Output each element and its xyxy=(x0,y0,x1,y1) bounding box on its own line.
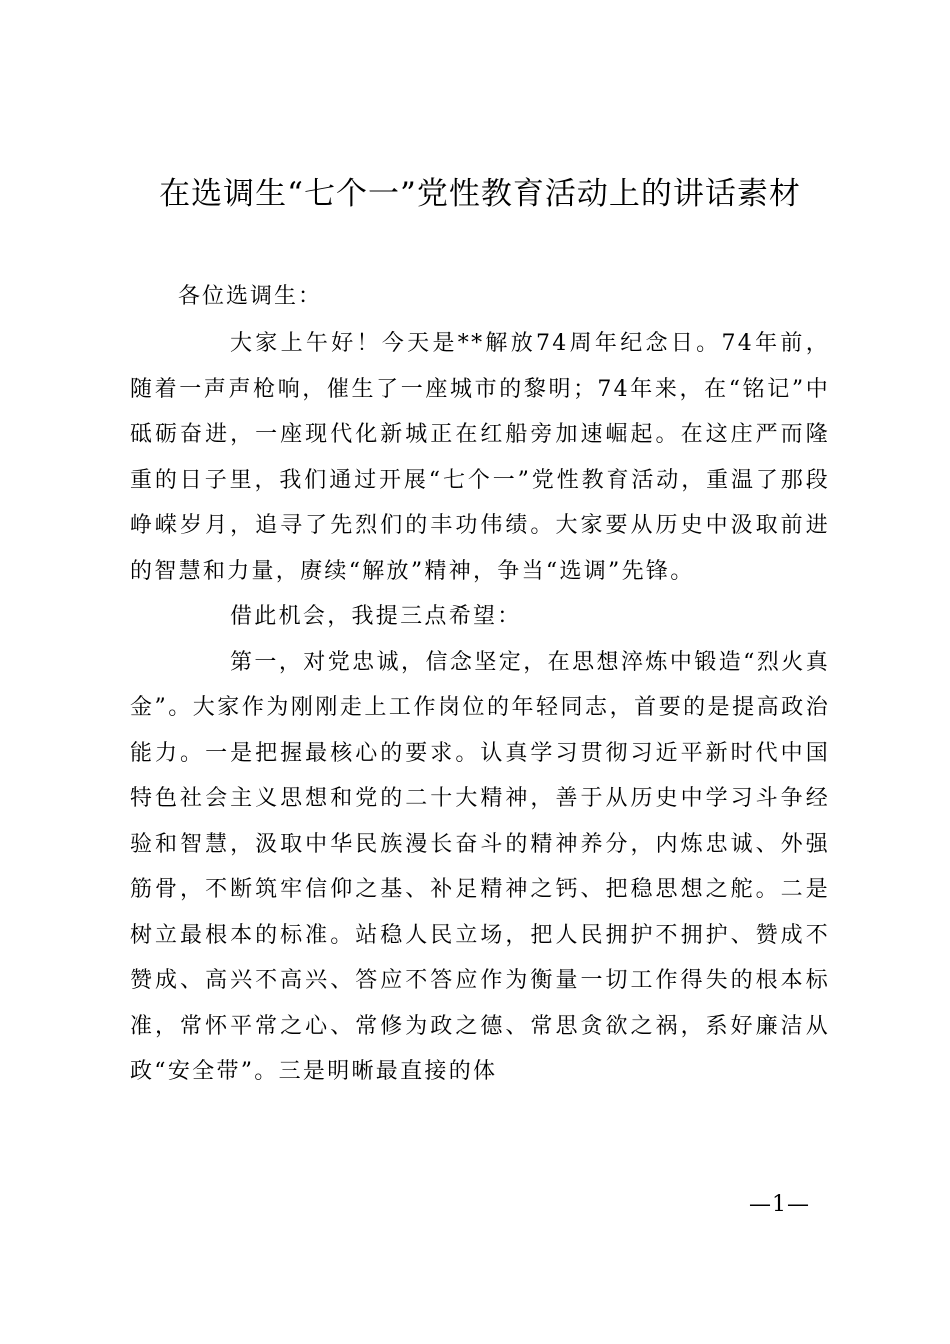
salutation: 各位选调生： xyxy=(178,284,323,309)
document-body xyxy=(130,321,830,1095)
paragraph-first-point: 第一，对党忠诚，信念坚定，在思想淬炼中锻造“烈火真金”。大家作为刚刚走上工作岗位的年轻同志，首要的是提高政治能力。一是把握最核心的要求。认真学习贯彻习近平新时代中国特色社会主义思想和党的二十大精神，善于从历史中学习斗争经验和智慧，汲取中华民族漫长奋斗的精神养分，内炼忠诚、外强筋骨，不断筑牢信仰之基、补足精神之钙、把稳思想之舵。二是树立最根本的标准。站稳人民立场，把人民拥护不拥护、赞成不赞成、高兴不高兴、答应不答应作为衡量一切工作得失的根本标准，常怀平常之心、常修为政之德、常思贪欲之祸，系好廉洁从政“安全带”。三是明晰最直接的体 xyxy=(130,649,830,1084)
page-number: —1— xyxy=(749,1192,810,1217)
paragraph-greeting: 大家上午好！今天是**解放74周年纪念日。74年前，随着一声声枪响，催生了一座城市的黎明；74年来，在“铭记”中砥砺奋进，一座现代化新城正在红船旁加速崛起。在这庄严而隆重的日子里，我们通过开展“七个一”党性教育活动，重温了那段峥嵘岁月，追寻了先烈们的丰功伟绩。大家要从历史中汲取前进的智慧和力量，赓续“解放”精神，争当“选调”先锋。 xyxy=(130,331,830,584)
document-title: 在选调生“七个一”党性教育活动上的讲话素材 xyxy=(159,176,801,212)
paragraph-hopes-intro: 借此机会，我提三点希望： xyxy=(230,604,522,629)
